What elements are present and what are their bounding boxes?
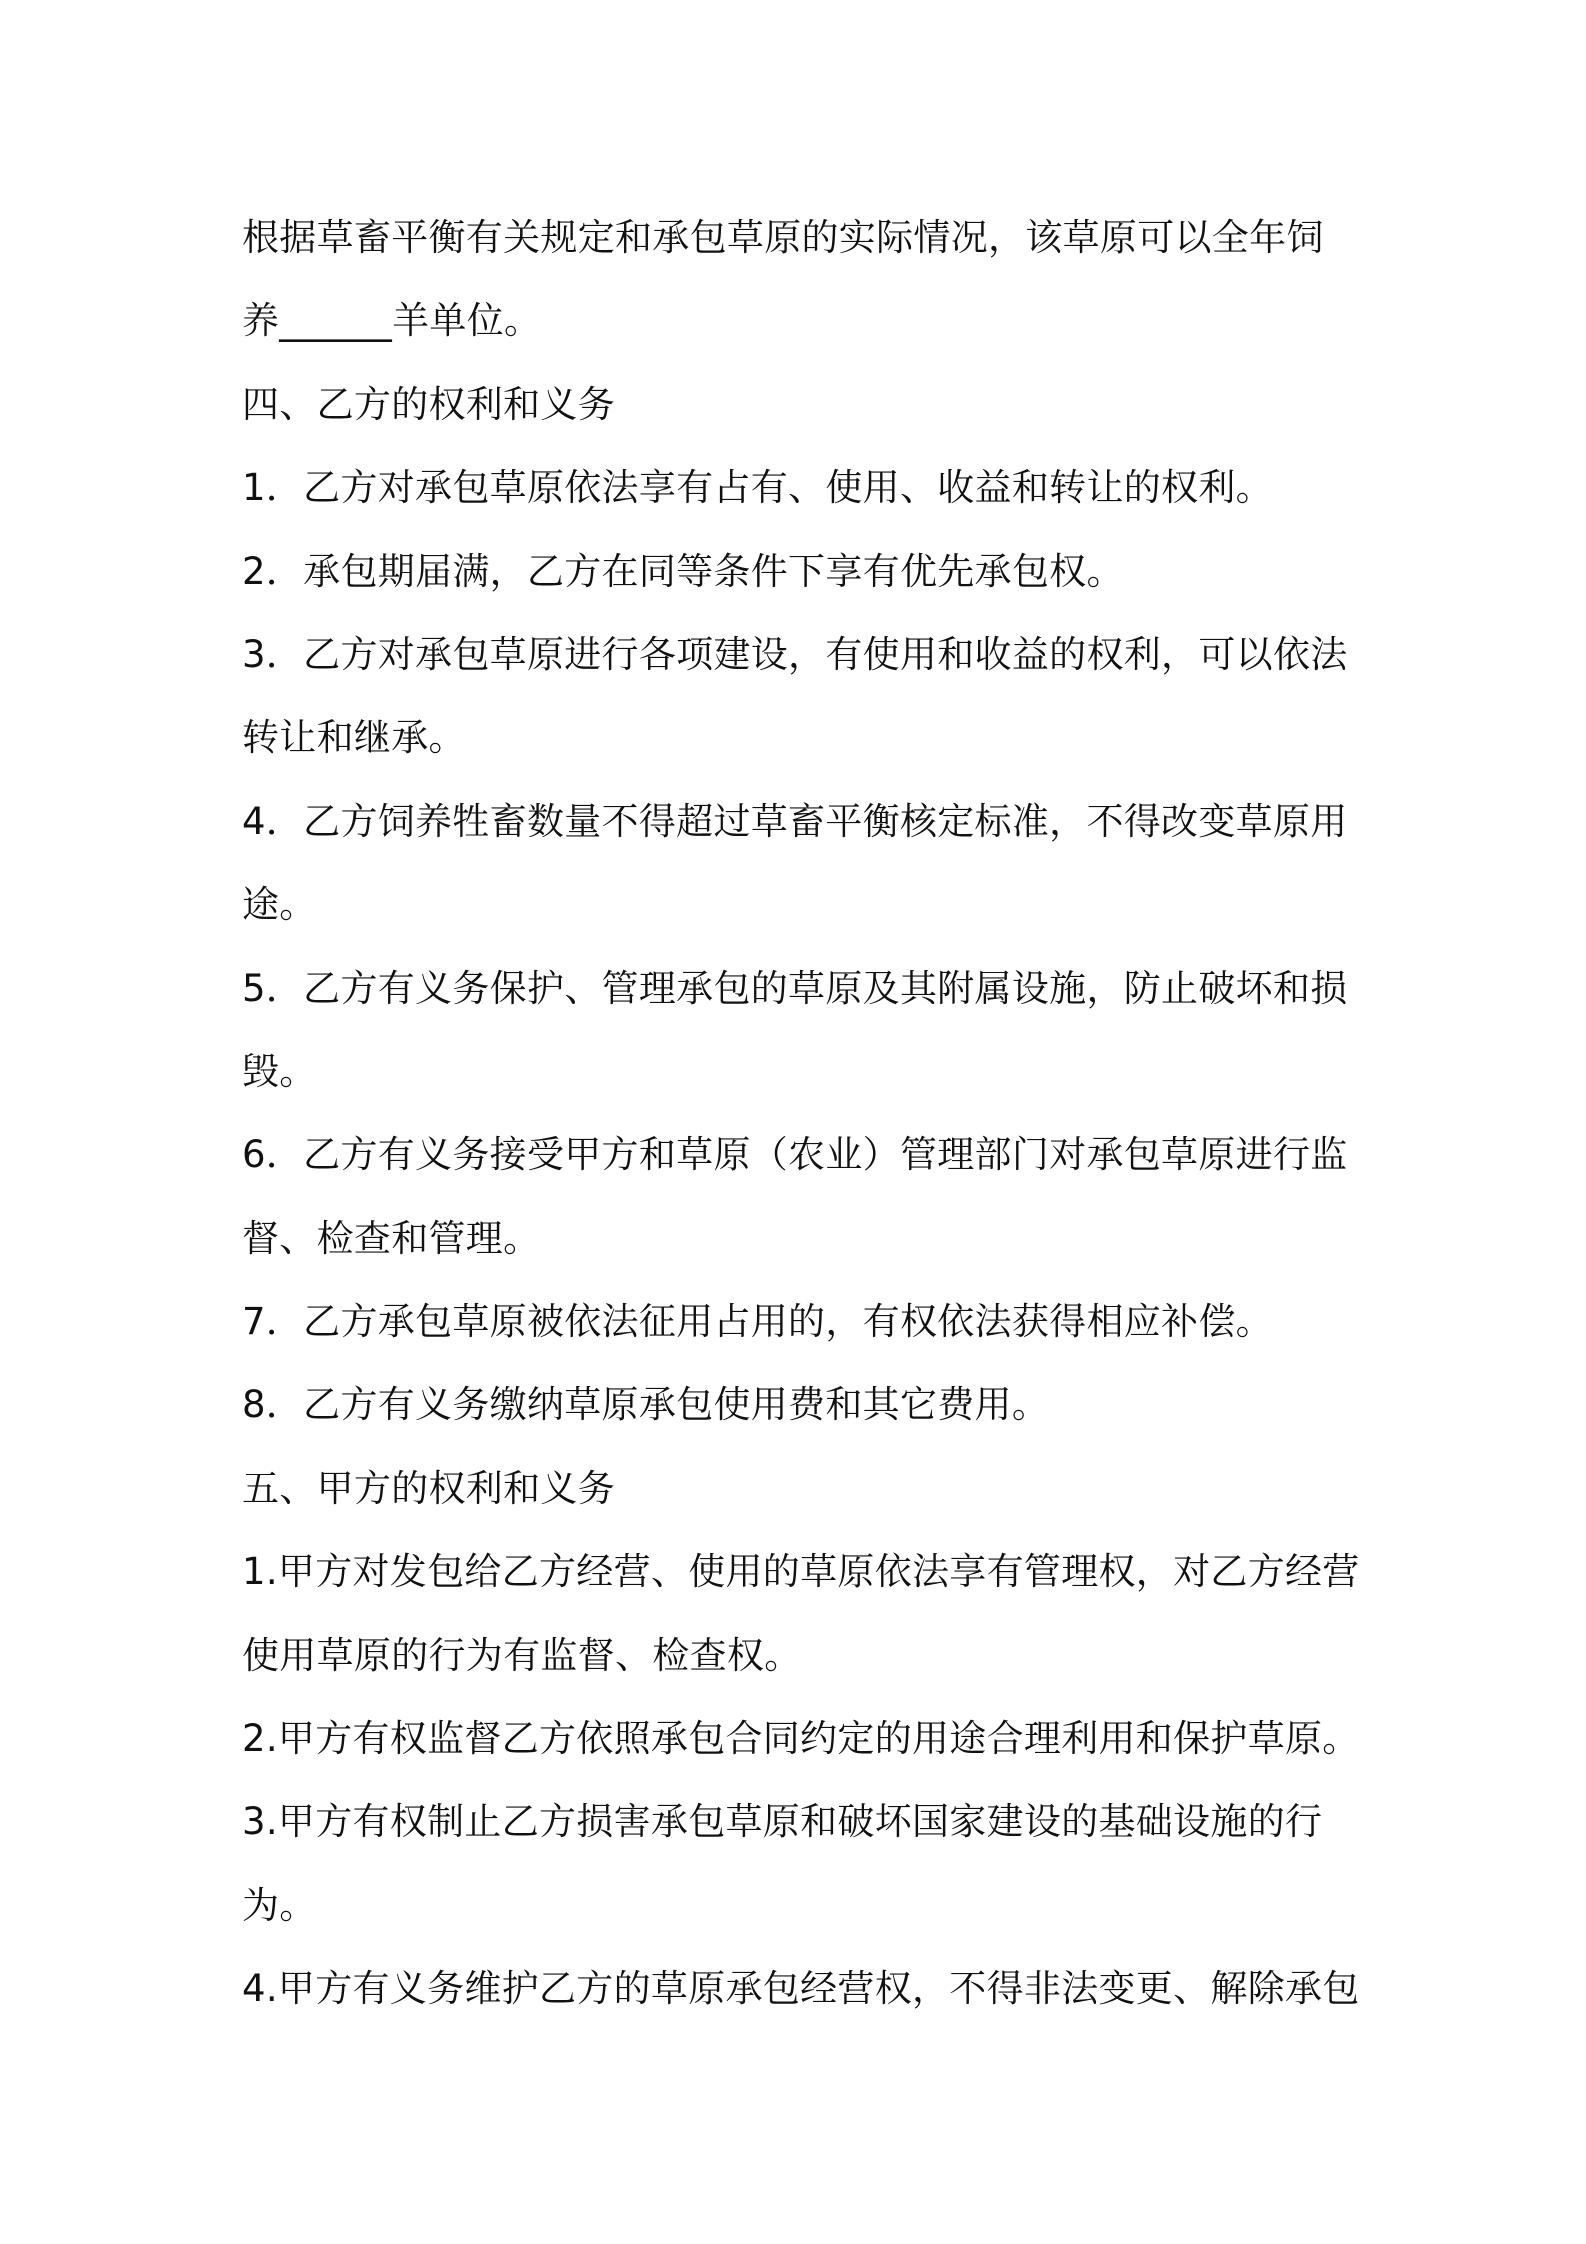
text-line: 2.甲方有权监督乙方依照承包合同约定的用途合理利用和保护草原。 — [242, 1717, 1360, 1761]
text-line: 5．乙方有义务保护、管理承包的草原及其附属设施，防止破坏和损 — [242, 966, 1348, 1010]
text-line: 7．乙方承包草原被依法征用占用的，有权依法获得相应补偿。 — [242, 1300, 1273, 1344]
text-line: 3．乙方对承包草原进行各项建设，有使用和收益的权利，可以依法 — [242, 632, 1348, 676]
text-line: 1．乙方对承包草原依法享有占有、使用、收益和转让的权利。 — [242, 466, 1273, 510]
text-line: 转让和继承。 — [242, 716, 466, 760]
text-line: 4.甲方有义务维护乙方的草原承包经营权，不得非法变更、解除承包 — [242, 1967, 1360, 2011]
text-line: 4．乙方饲养牲畜数量不得超过草畜平衡核定标准，不得改变草原用 — [242, 799, 1348, 843]
text-line: 途。 — [242, 883, 317, 927]
text-line: 3.甲方有权制止乙方损害承包草原和破坏国家建设的基础设施的行 — [242, 1800, 1323, 1844]
text-line: 为。 — [242, 1883, 317, 1927]
text-line: 1.甲方对发包给乙方经营、使用的草原依法享有管理权，对乙方经营 — [242, 1550, 1360, 1594]
document-body — [242, 196, 1362, 2031]
text-line: 养______羊单位。 — [242, 299, 542, 343]
text-line: 8．乙方有义务缴纳草原承包使用费和其它费用。 — [242, 1383, 1050, 1427]
text-line: 根据草畜平衡有关规定和承包草原的实际情况，该草原可以全年饲 — [242, 216, 1324, 259]
text-line: 督、检查和管理。 — [242, 1216, 541, 1260]
section-heading: 五、甲方的权利和义务 — [242, 1466, 615, 1510]
text-line: 毁。 — [242, 1049, 317, 1093]
text-line: 2．承包期届满，乙方在同等条件下享有优先承包权。 — [242, 549, 1124, 593]
text-line: 6．乙方有义务接受甲方和草原（农业）管理部门对承包草原进行监 — [242, 1133, 1348, 1177]
text-line: 使用草原的行为有监督、检查权。 — [242, 1633, 802, 1677]
section-heading: 四、乙方的权利和义务 — [242, 382, 615, 426]
